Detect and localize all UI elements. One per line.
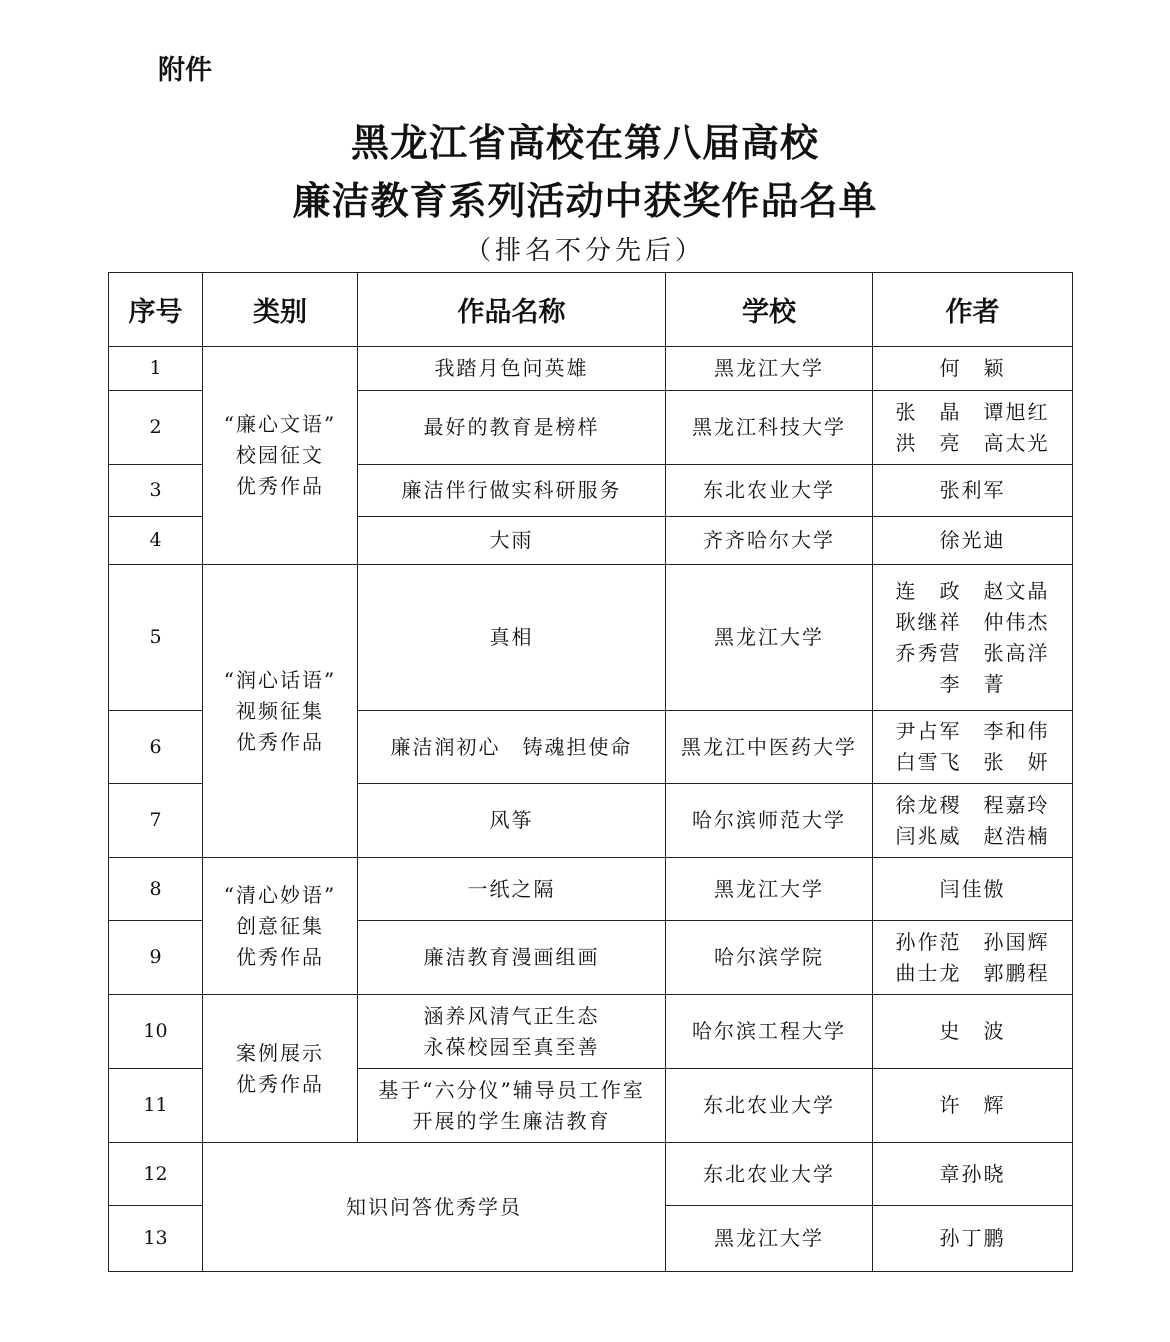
authors-cell — [873, 391, 1073, 465]
authors-cell — [873, 711, 1073, 784]
row-number: 8 — [109, 858, 203, 921]
school-cell: 东北农业大学 — [666, 1069, 873, 1143]
work-title-cell — [358, 858, 666, 921]
work-title-line: 风筝 — [489, 808, 534, 832]
author-line: 乔秀营 张高洋 — [895, 640, 1050, 665]
authors-cell — [873, 465, 1073, 517]
authors-cell — [873, 921, 1073, 995]
table-row — [109, 1143, 1073, 1206]
work-title-line: 永葆校园至真至善 — [423, 1034, 600, 1059]
authors-cell — [873, 1143, 1073, 1206]
work-title-cell — [358, 517, 666, 565]
row-number: 13 — [109, 1206, 203, 1272]
author-line: 徐龙稷 程嘉玲 — [895, 792, 1050, 817]
school-cell: 哈尔滨工程大学 — [666, 995, 873, 1069]
work-title-cell — [358, 347, 666, 391]
work-title-cell — [358, 711, 666, 784]
header-authors: 作者 — [873, 273, 1073, 347]
category-line: 优秀作品 — [236, 944, 324, 969]
category-cell — [203, 858, 358, 995]
work-title-line: 廉洁伴行做实科研服务 — [401, 478, 622, 502]
row-number: 7 — [109, 784, 203, 858]
author-line: 连 政 赵文晶 — [895, 578, 1050, 603]
header-school: 学校 — [666, 273, 873, 347]
work-title-cell — [358, 465, 666, 517]
authors-cell — [873, 995, 1073, 1069]
school-cell: 黑龙江大学 — [666, 1206, 873, 1272]
table-row — [109, 858, 1073, 921]
row-number: 11 — [109, 1069, 203, 1143]
authors-cell — [873, 1206, 1073, 1272]
award-list-table — [108, 272, 1073, 1272]
category-line: “润心话语” — [223, 667, 337, 692]
work-title-line: 一纸之隔 — [467, 876, 556, 901]
authors-cell — [873, 565, 1073, 711]
work-title-line: 大雨 — [489, 528, 534, 552]
row-number: 4 — [109, 517, 203, 565]
author-line: 史 波 — [939, 1019, 1006, 1043]
table-row — [109, 565, 1073, 711]
author-line: 白雪飞 张 妍 — [895, 750, 1050, 774]
category-line: “清心妙语” — [223, 882, 337, 907]
author-line: 耿继祥 仲伟杰 — [895, 609, 1050, 634]
work-title-cell — [358, 995, 666, 1069]
work-title-cell — [358, 565, 666, 711]
header-number: 序号 — [109, 273, 203, 347]
category-line: 优秀作品 — [236, 474, 324, 498]
category-cell — [203, 995, 358, 1143]
authors-cell — [873, 784, 1073, 858]
authors-cell — [873, 1069, 1073, 1143]
author-line: 何 颖 — [939, 356, 1006, 380]
school-cell: 黑龙江大学 — [666, 565, 873, 711]
row-number: 12 — [109, 1143, 203, 1206]
header-category: 类别 — [203, 273, 358, 347]
attachment-label: 附件 — [158, 55, 212, 86]
author-line: 章孙晓 — [939, 1161, 1006, 1186]
work-title-line: 我踏月色问英雄 — [434, 356, 589, 380]
row-number: 3 — [109, 465, 203, 517]
author-line: 孙作范 孙国辉 — [895, 929, 1050, 954]
work-title-line: 廉洁教育漫画组画 — [423, 945, 600, 969]
category-line: 校园征文 — [236, 443, 324, 467]
category-line: 视频征集 — [236, 698, 324, 723]
school-cell: 黑龙江大学 — [666, 347, 873, 391]
work-title-line: 廉洁润初心 铸魂担使命 — [390, 734, 633, 759]
category-line: 创意征集 — [236, 913, 324, 938]
category-line: 优秀作品 — [236, 1071, 324, 1096]
author-line: 孙丁鹏 — [939, 1226, 1006, 1250]
author-line: 闫佳傲 — [939, 876, 1006, 901]
author-line: 曲士龙 郭鹏程 — [895, 960, 1050, 985]
row-number: 1 — [109, 347, 203, 391]
table-header-row — [109, 273, 1073, 347]
category-cell — [203, 1143, 666, 1272]
school-cell: 黑龙江中医药大学 — [666, 711, 873, 784]
author-line: 尹占军 李和伟 — [895, 719, 1050, 743]
work-title-line: 开展的学生廉洁教育 — [412, 1108, 611, 1133]
school-cell: 东北农业大学 — [666, 465, 873, 517]
row-number: 5 — [109, 565, 203, 711]
author-line: 李 菁 — [939, 671, 1006, 696]
document-title-line-2: 廉洁教育系列活动中获奖作品名单 — [292, 179, 878, 223]
row-number: 2 — [109, 391, 203, 465]
table-row — [109, 995, 1073, 1069]
work-title-cell — [358, 391, 666, 465]
work-title-cell — [358, 1069, 666, 1143]
school-cell: 哈尔滨学院 — [666, 921, 873, 995]
author-line: 徐光迪 — [939, 528, 1006, 552]
school-cell: 哈尔滨师范大学 — [666, 784, 873, 858]
row-number: 9 — [109, 921, 203, 995]
work-title-line: 真相 — [489, 625, 534, 649]
work-title-cell — [358, 784, 666, 858]
row-number: 6 — [109, 711, 203, 784]
category-cell — [203, 347, 358, 565]
authors-cell — [873, 347, 1073, 391]
authors-cell — [873, 858, 1073, 921]
category-line: 知识问答优秀学员 — [346, 1194, 522, 1219]
author-line: 许 辉 — [939, 1093, 1006, 1117]
category-line: “廉心文语” — [223, 412, 337, 436]
row-number: 10 — [109, 995, 203, 1069]
document-title-line-1: 黑龙江省高校在第八届高校 — [350, 121, 819, 165]
category-cell — [203, 565, 358, 858]
author-line: 张利军 — [939, 478, 1006, 502]
work-title-cell — [358, 921, 666, 995]
school-cell: 东北农业大学 — [666, 1143, 873, 1206]
work-title-line: 基于“六分仪”辅导员工作室 — [378, 1077, 645, 1102]
category-line: 案例展示 — [236, 1040, 324, 1065]
school-cell: 黑龙江大学 — [666, 858, 873, 921]
author-line: 洪 亮 高太光 — [895, 430, 1050, 455]
table-row — [109, 347, 1073, 391]
document-subtitle: （排名不分先后） — [464, 236, 705, 266]
work-title-line: 最好的教育是榜样 — [423, 415, 600, 439]
authors-cell — [873, 517, 1073, 565]
author-line: 张 晶 谭旭红 — [895, 399, 1050, 424]
header-work-title: 作品名称 — [358, 273, 666, 347]
work-title-line: 涵养风清气正生态 — [423, 1003, 600, 1028]
author-line: 闫兆威 赵浩楠 — [895, 823, 1050, 848]
school-cell: 黑龙江科技大学 — [666, 391, 873, 465]
school-cell: 齐齐哈尔大学 — [666, 517, 873, 565]
category-line: 优秀作品 — [236, 729, 324, 754]
